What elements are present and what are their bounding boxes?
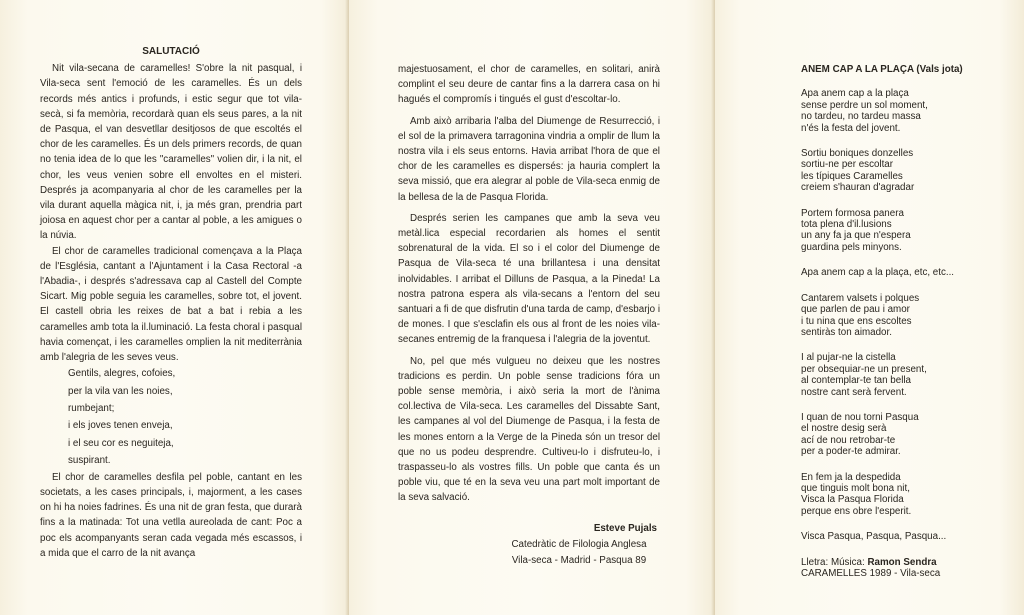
middle-panel [349,0,715,615]
paragraph: Amb això arribaria l'alba del Diumenge de Resurrecció, i el sol de la primavera tarragonina vindria a omplir de llum la nostra vila i els seus entorns. Havia arribat l'hora de que el chor de les caramelles es dispersés: ja hauria complert la seva missió, que era alegrar al poble de Vila-seca enmig de la bellesa de la de Pasqua Florida. [398,115,660,203]
verse-line: Gentils, alegres, cofoies, [68,368,176,380]
stanza [801,208,1006,254]
lyric-line: tota plena d'il.lusions [801,219,892,231]
verse [40,365,302,469]
lyric-line: que tinguis molt bona nit, [801,482,910,494]
lyric-line: Visca la Pasqua Florida [801,494,904,506]
signature [489,521,669,569]
verse-line: i el seu cor es neguiteja, [68,437,174,449]
verse-line: i els joves tenen enveja, [68,420,173,432]
lyric-line: Apa anem cap a la plaça [801,88,909,100]
lyric-line: guardina pels minyons. [801,241,902,253]
stanza [801,267,1006,278]
lyric-line: les típiques Caramelles [801,170,903,182]
lyric-line: sense perdre un sol moment, [801,99,928,111]
lyric-line: al contemplar-te tan bella [801,375,912,387]
lyric-line: n'és la festa del jovent. [801,122,901,134]
credit-name: Ramon Sendra [867,556,937,568]
stanza [801,293,1006,339]
author-role: Catedràtic de Filologia Anglesa [511,539,647,550]
lyric-line: Portem formosa panera [801,207,904,219]
credit-label: Lletra: Música: [801,556,868,568]
lyric-line: un any fa ja que n'espera [801,230,911,242]
salutacio-continued [398,62,660,506]
song-credit [801,557,1006,580]
lyric-line: el nostre desig serà [801,423,887,435]
stanza [801,531,1006,542]
stanza [801,352,1006,398]
lyric-line: I al pujar-ne la cistella [801,352,896,364]
stanza [801,472,1006,518]
song-lyrics [801,64,1006,579]
lyric-line: perque ens obre l'esperit. [801,505,912,517]
song-title: ANEM CAP A LA PLAÇA (Vals jota) [801,64,963,75]
stanza [801,412,1006,458]
lyric-line: nostre cant serà fervent. [801,386,907,398]
lyric-line: Cantarem valsets i polques [801,292,920,304]
lyric-line: ací de nou retrobar-te [801,434,896,446]
paragraph: El chor de caramelles desfila pel poble, cantant en les societats, a les cases principals, i, majorment, a les cases on hi ha noies fadrines. És una nit de gran festa, que durarà fins a la matinada: Tot una vetlla aureolada de cant: Poc a poc els acompanyants seran cada vegada més escassos, i a mida que el carro de la nit avança [40,471,302,559]
paragraph: Nit vila-secana de caramelles! S'obre la nit pasqual, i Vila-seca sent l'emoció de les caramelles. És un dels records més antics i profunds, i estic segur que tot vila-secà, si fa memòria, recordarà quan els seus pares, a la nit de Pasqua, el van desvetllar desitjosos de que escoltés el chor de les caramelles. És un dels primers records, de quan no tenia idea de lo que les "caramelles" volien dir, i la nit, el chor, les veus venien sobre ell envoltes en el misteri. Després ja acompanyaria al chor de les caramelles per la vila durant aquella màgica nit, i, ja més gran, prendria part joiosa en aquest chor per a cantar al poble, a les amigues o la núvia. [40,63,302,242]
left-panel [0,0,349,615]
lyric-line: sentiràs ton aimador. [801,326,892,338]
paragraph: Després serien les campanes que amb la seva veu metàl.lica especial recordarien als homes el sentit sobrenatural de la vida. El so i el color del Diumenge de Pasqua de Vila-seca té una brillantesa i una densitat inolvidables. I arribat el Dilluns de Pasqua, a la Pineda! La nostra patrona espera als vila-secans a l'entorn del seu santuari a fi de que disfrutin d'una tarda de camp, d'esbarjo i de mones. I que s'esclafin els ous al front de les noies vila-secanes entremig de la franquesa i l'alegria de la joventut. [398,212,660,346]
lyric-line: Visca Pasqua, Pasqua, Pasqua... [801,531,947,543]
verse-line: rumbejant; [68,403,115,415]
lyric-line: En fem ja la despedida [801,471,901,483]
stanza [801,88,1006,134]
lyric-line: Sortiu boniques donzelles [801,148,914,160]
paragraph: majestuosament, el chor de caramelles, en solitari, anirà complint el seu deure de cantar fins a la darrera casa on hi hagués el compromís i tingués el gust d'escoltar-lo. [398,64,660,106]
right-panel [715,0,1024,615]
lyric-line: I quan de nou torni Pasqua [801,411,919,423]
lyric-line: per a poder-te admirar. [801,446,901,458]
lyric-line: creiem s'hauran d'agradar [801,182,915,194]
author-name: Esteve Pujals [593,523,657,534]
lyric-line: sortiu-ne per escoltar [801,159,894,171]
lyric-line: no tardeu, no tardeu massa [801,111,921,123]
lyric-line: Apa anem cap a la plaça, etc, etc... [801,267,955,279]
lyric-line: i tu nina que ens escoltes [801,315,912,327]
paragraph: No, pel que més vulgueu no deixeu que les nostres tradicions es perdin. Un poble sense tradicions fóra un poble sense memòria, i això seria la mort de l'ànima col.lectiva de Vila-seca. Les caramelles del Dissabte Sant, les campanes al vol del Diumenge de Pasqua, i la festa de les mones entorn a la Verge de la Pineda són un tresor del que no us podeu desprendre. Cultiveu-lo i disfruteu-lo, i traspasseu-lo als vostres fills. Un poble que canta és un poble viu, que té en la seva veu una part molt important de la seva salvació. [398,355,660,504]
lyric-line: que parlen de pau i amor [801,304,910,316]
article-title: SALUTACIÓ [142,46,200,57]
verse-line: per la vila van les noies, [68,385,173,397]
salutacio-article [40,44,302,561]
stanza [801,148,1006,194]
author-place: Vila-seca - Madrid - Pasqua 89 [511,555,647,566]
credit-footer: CARAMELLES 1989 - Vila-seca [801,568,941,579]
paragraph: El chor de caramelles tradicional començava a la Plaça de l'Església, cantant a l'Ajuntament i la Casa Rectoral -a l'Abadia-, i després s'adressava cap al Castell del Compte Sicart. Mig poble seguia les caramelles, sobre tot, el jovent. El castell obria les reixes de bat a bat i rebia a les caramelles amb tota la il.luminació. La festa choral i pasqual havia començat, i les caramelles omplien la nit mediterrània amb l'alegria de les seves veus. [40,245,302,364]
verse-line: suspirant. [68,455,111,467]
lyric-line: per obsequiar-ne un present, [801,363,927,375]
